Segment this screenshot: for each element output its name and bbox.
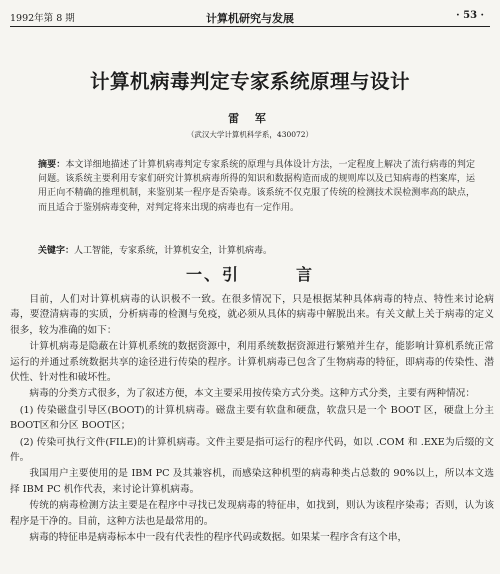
body-text: [10, 292, 494, 547]
list-item: (2) 传染可执行文件(FILE)的计算机病毒。文件主要是指可运行的程序代码，如以 .COM 和 .EXE为后缀的文件。: [10, 436, 494, 464]
abstract-text: 本文详细地描述了计算机病毒判定专家系统的原理与具体设计方法，一定程度上解决了流行病毒的判定问题。该系统主要利用专家们研究计算机病毒所得的知识和数据构造而成的规则库以及已知病毒的档案库，运用正向不精确的推理机制，来鉴别某一程序是否染毒。该系统不仅克服了传统的检测技术误检测率高的缺点，而且适合于鉴别病毒变种，对判定将来出现的病毒也有一定作用。: [38, 160, 475, 213]
paragraph: 病毒的分类方式很多，为了叙述方便，本文主要采用按传染方式分类。这种方式分类，主要有两种情况：: [29, 388, 476, 400]
paragraph: 病毒的特征串是病毒标本中一段有代表性的程序代码或数据。如果某一程序含有这个串，: [29, 532, 408, 544]
journal-name: 计算机研究与发展: [206, 12, 294, 25]
paragraph: 计算机病毒是隐蔽在计算机系统的数据资源中，利用系统数据资源进行繁殖并生存，能影响计算机系统正常运行的并通过系统数据共享的途径进行传染的程序。计算机病毒已包含了生物病毒的特征，即病毒的传染性、潜伏性、针对性和破坏性。: [10, 341, 494, 384]
section-heading: [0, 262, 500, 285]
keywords-text: 人工智能，专家系统，计算机安全，计算机病毒。: [74, 246, 273, 256]
issue-label: 1992年第 8 期: [10, 13, 75, 24]
paragraph: 目前，人们对计算机病毒的认识极不一致。在很多情况下，只是根据某种具体病毒的特点、特性来讨论病毒，要澄清病毒的实质，分析病毒的检测与免疫，就必须从具体的病毒中解脱出来。有关文献上关于病毒的定义很多，较为准确的如下：: [10, 294, 494, 336]
paragraph: 传统的病毒检测方法主要是在程序中寻找已发现病毒的特征串，如找到，则认为该程序染毒；否则，认为该程序是干净的。目前，这种方法也是最常用的。: [10, 500, 494, 527]
section-heading-title: 言: [296, 265, 315, 284]
keywords: [38, 244, 475, 258]
header-rule: [10, 26, 490, 27]
author-affiliation: （武汉大学计算机科学系，430072）: [186, 130, 314, 139]
author-name: 雷 军: [228, 112, 272, 125]
abstract: [38, 158, 475, 215]
page-number: · 53 ·: [456, 10, 484, 21]
section-heading-number: 一、引: [185, 265, 240, 284]
abstract-label: 摘要：: [38, 160, 66, 170]
list-item: (1) 传染磁盘引导区(BOOT)的计算机病毒。磁盘主要有软盘和硬盘，软盘只是一个 BOOT 区，硬盘上分主 BOOT区和分区 BOOT区；: [10, 404, 494, 432]
paragraph: 我国用户主要使用的是 IBM PC 及其兼容机，而感染这种机型的病毒种类占总数的 90%以上，所以本文选择 IBM PC 机作代表，来讨论计算机病毒。: [10, 468, 494, 495]
article-title: 计算机病毒判定专家系统原理与设计: [89, 70, 410, 93]
keywords-label: 关键字：: [38, 246, 75, 256]
